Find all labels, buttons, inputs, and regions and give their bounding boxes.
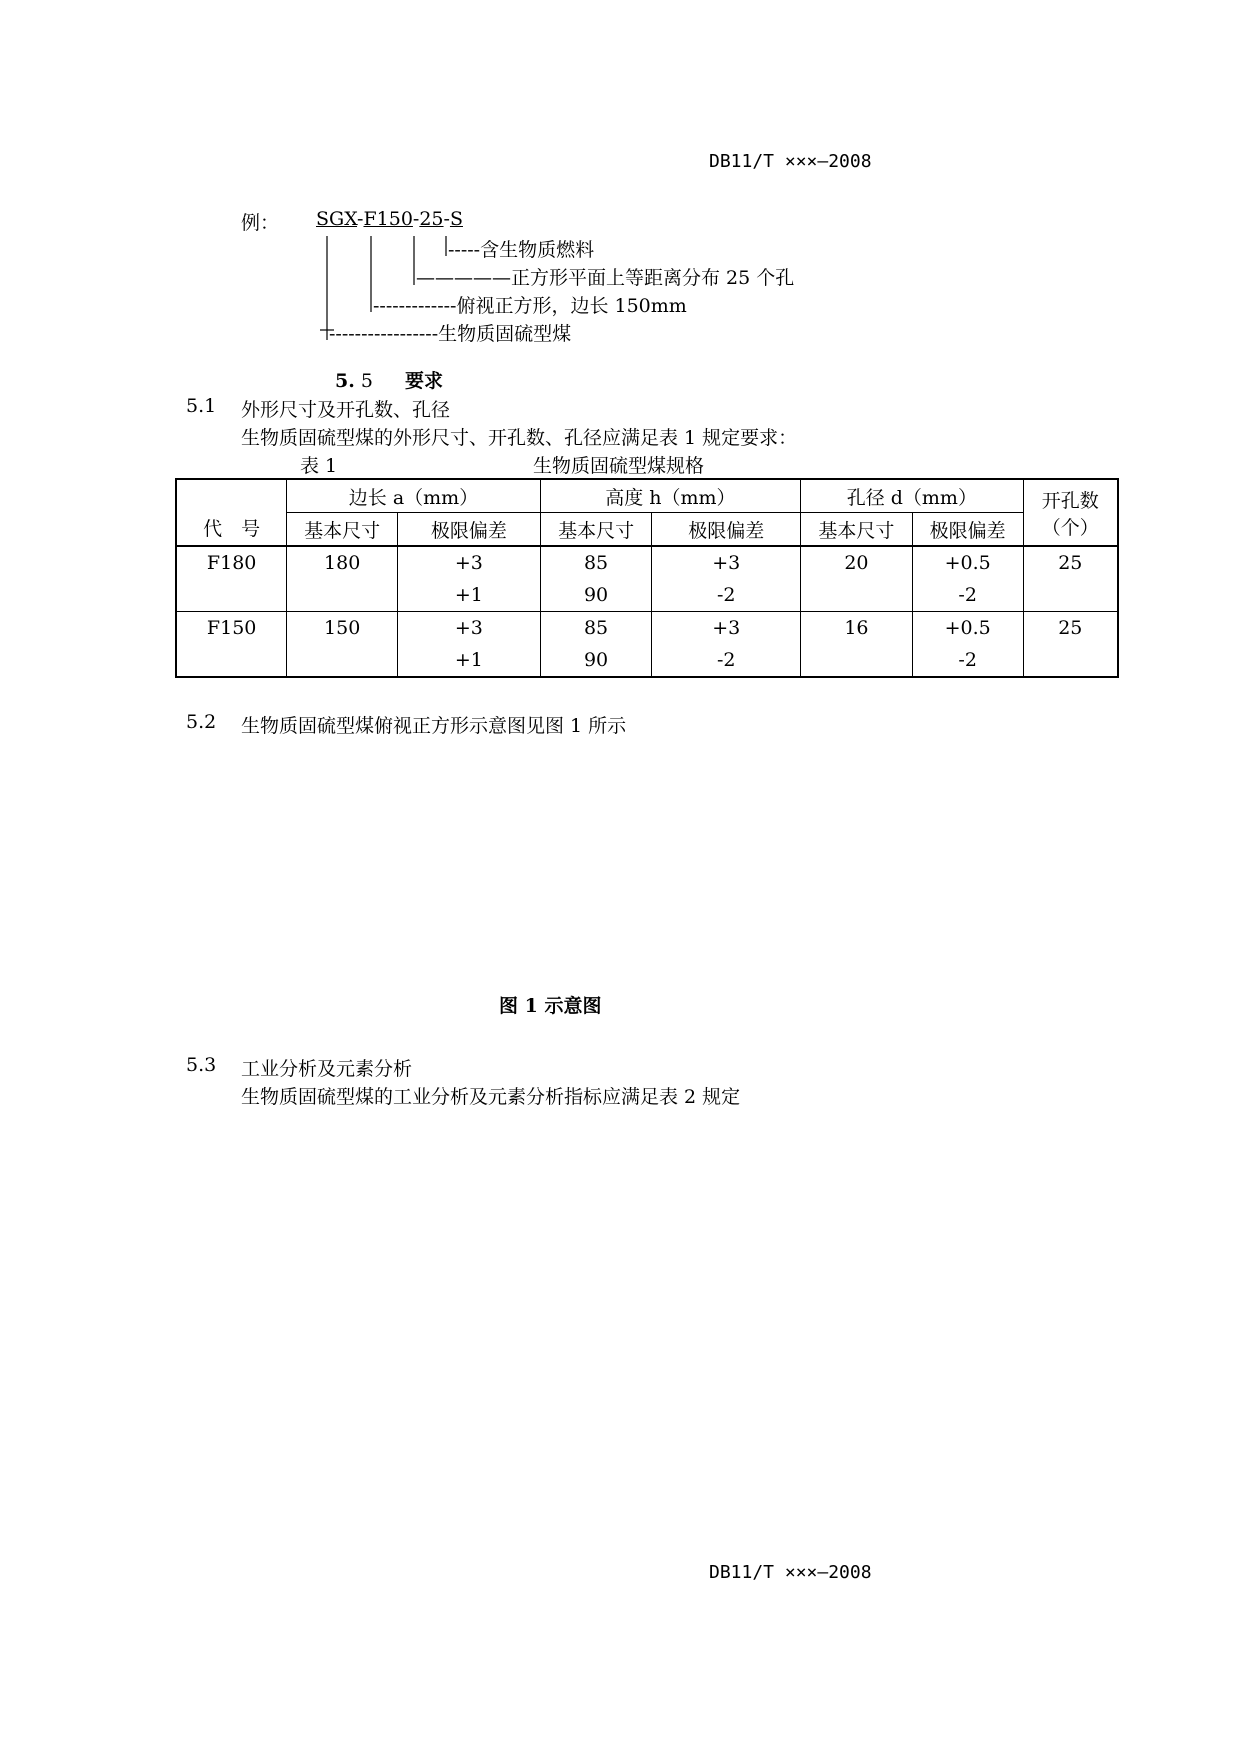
sub-height-tol: 极限偏差 [652, 513, 801, 547]
row-hole-tol: +0.5 -2 [912, 612, 1023, 678]
sub-edge-tol: 极限偏差 [398, 513, 541, 547]
table-row [176, 546, 1118, 612]
table1-label: 表 1 [300, 455, 338, 477]
table1-title: 生物质固硫型煤规格 [533, 455, 705, 477]
header-code: 代 号 [176, 479, 287, 546]
sub-edge-basic: 基本尺寸 [287, 513, 398, 547]
row-hole-basic: 20 [801, 546, 913, 612]
annotation-briquette: -----------------生物质固硫型煤 [329, 323, 572, 345]
row-height-basic: 85 90 [540, 612, 652, 678]
row-code: F150 [176, 612, 287, 678]
section-5-3-number: 5.3 [186, 1054, 217, 1076]
code-part-s: S [449, 208, 463, 230]
code-part-f150: F150 [363, 208, 413, 230]
page-footer: DB11/T ×××—2008 [709, 1562, 872, 1583]
spec-table [175, 478, 1119, 678]
table-row [176, 612, 1118, 678]
row-holes-count: 25 [1023, 546, 1118, 612]
row-height-basic: 85 90 [540, 546, 652, 612]
sub-height-basic: 基本尺寸 [540, 513, 652, 547]
section-5-2-text: 生物质固硫型煤俯视正方形示意图见图 1 所示 [241, 715, 627, 737]
section-sub-number: 5 [360, 370, 373, 392]
annotation-holes: —————正方形平面上等距离分布 25 个孔 [416, 267, 795, 289]
header-height: 高度 h（mm） [540, 479, 800, 513]
section-5-3-title: 工业分析及元素分析 [241, 1058, 413, 1080]
row-edge-basic: 150 [287, 612, 398, 678]
row-height-tol: +3 -2 [652, 612, 801, 678]
table-header-row [176, 479, 1118, 513]
section-5-1-number: 5.1 [186, 395, 217, 417]
code-part-25: 25 [419, 208, 444, 230]
page-header: DB11/T ×××—2008 [709, 151, 872, 172]
table-subheader-row [176, 513, 1118, 547]
row-hole-basic: 16 [801, 612, 913, 678]
row-edge-tol: +3 +1 [398, 546, 541, 612]
section-5-2-number: 5.2 [186, 711, 217, 733]
figure-caption: 图 1 示意图 [499, 995, 602, 1017]
row-holes-count: 25 [1023, 612, 1118, 678]
row-hole-tol: +0.5 -2 [912, 546, 1023, 612]
code-sep: - [443, 208, 450, 230]
section-5-5-heading [335, 366, 443, 393]
section-number: 5. [335, 370, 355, 392]
annotation-square: -------------俯视正方形，边长 150mm [373, 295, 687, 317]
sub-hole-tol: 极限偏差 [912, 513, 1023, 547]
section-5-1-body: 生物质固硫型煤的外形尺寸、开孔数、孔径应满足表 1 规定要求： [241, 427, 798, 449]
header-edge: 边长 a（mm） [287, 479, 540, 513]
sub-hole-basic: 基本尺寸 [801, 513, 913, 547]
header-holes-count: 开孔数 （个） [1023, 479, 1118, 546]
row-edge-basic: 180 [287, 546, 398, 612]
example-label: 例： [241, 212, 280, 234]
code-sep: - [357, 208, 364, 230]
header-hole: 孔径 d（mm） [801, 479, 1024, 513]
section-5-1-title: 外形尺寸及开孔数、孔径 [241, 399, 451, 421]
row-code: F180 [176, 546, 287, 612]
annotation-biomass-fuel: -----含生物质燃料 [448, 239, 595, 261]
code-part-sgx: SGX [316, 208, 358, 230]
row-edge-tol: +3 +1 [398, 612, 541, 678]
code-bracket-lines [0, 0, 1241, 400]
code-sep: - [412, 208, 420, 230]
row-height-tol: +3 -2 [652, 546, 801, 612]
section-title: 要求 [405, 370, 444, 392]
section-5-3-body: 生物质固硫型煤的工业分析及元素分析指标应满足表 2 规定 [241, 1086, 741, 1108]
